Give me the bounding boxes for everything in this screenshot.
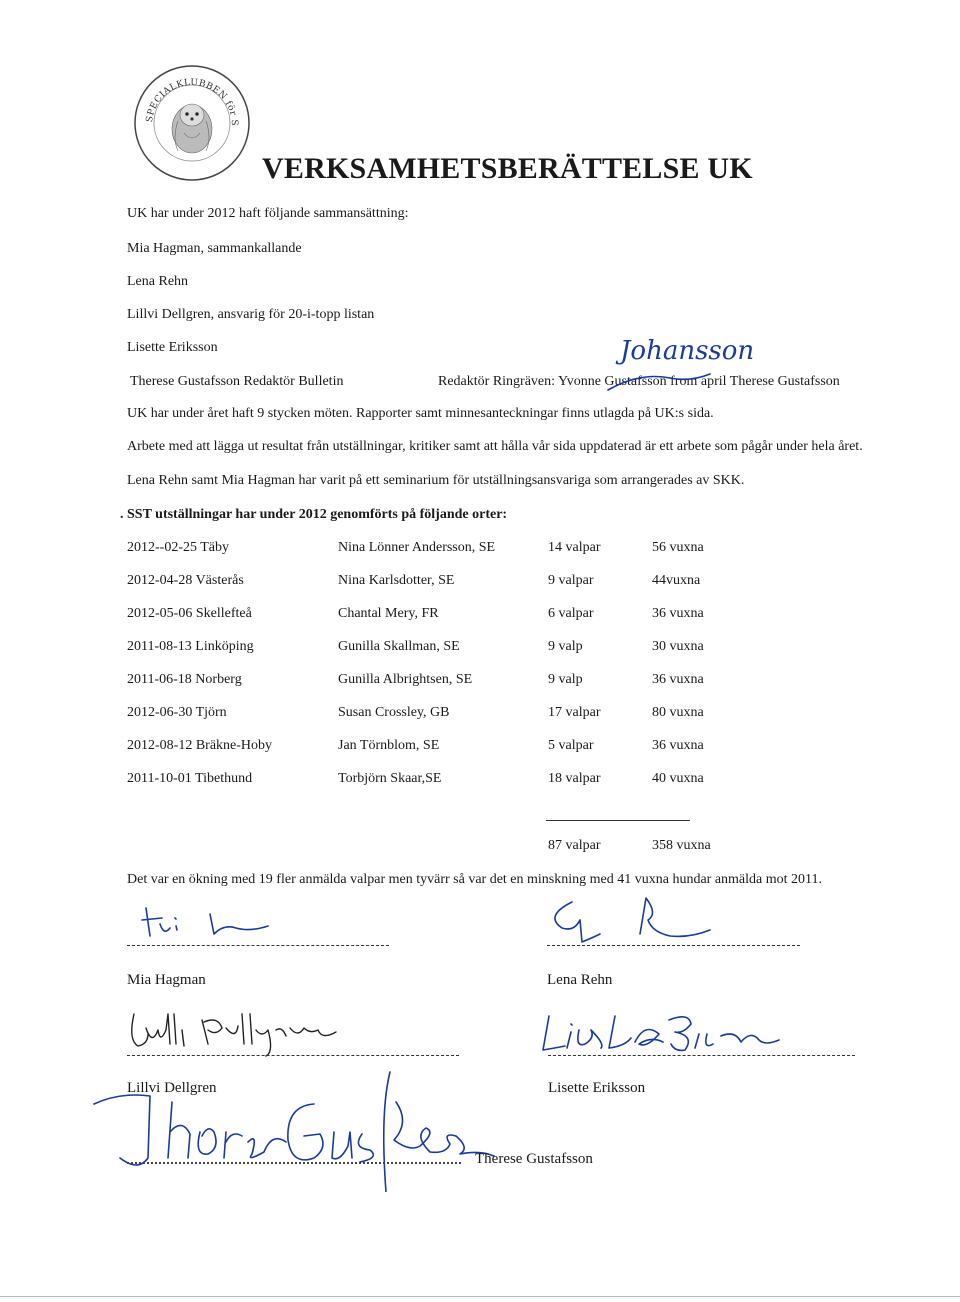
- cell-adults: 44vuxna: [652, 573, 701, 588]
- signatory-name: Therese Gustafsson: [475, 1151, 593, 1167]
- cell-adults: 30 vuxna: [652, 639, 704, 654]
- seal-text: SPECIALKLUBBEN för S: [145, 77, 240, 127]
- cell-puppies: 9 valp: [548, 639, 583, 654]
- document-title: VERKSAMHETSBERÄTTELSE UK: [262, 152, 753, 185]
- cell-puppies: 14 valpar: [548, 540, 601, 555]
- cell-date-place: 2012-05-06 Skellefteå: [127, 606, 252, 621]
- cell-puppies: 9 valpar: [548, 573, 594, 588]
- cell-date-place: 2012--02-25 Täby: [127, 540, 229, 555]
- member-line: Lena Rehn: [127, 274, 189, 289]
- signatory-name: Mia Hagman: [127, 972, 206, 988]
- signature-line: [547, 945, 800, 946]
- cell-judge: Jan Törnblom, SE: [338, 738, 440, 753]
- cell-puppies: 6 valpar: [548, 606, 594, 621]
- signature-line: [548, 1055, 855, 1056]
- totals-rule: [546, 820, 690, 821]
- cell-adults: 36 vuxna: [652, 738, 704, 753]
- cell-judge: Nina Lönner Andersson, SE: [338, 540, 496, 555]
- signature-line: [127, 945, 389, 946]
- summary-text: Det var en ökning med 19 fler anmälda valpar men tyvärr så var det en minskning med 41 vuxna hundar anmälda mot 2011.: [127, 872, 823, 887]
- page-edge-rule: [0, 1296, 960, 1297]
- cell-date-place: 2011-10-01 Tibethund: [127, 771, 253, 786]
- cell-adults: 80 vuxna: [652, 705, 704, 720]
- signature-mia-hagman: [140, 898, 290, 948]
- ringraven-editor: Redaktör Ringräven: Yvonne Gustafsson from april Therese Gustafsson: [438, 374, 840, 389]
- signature-therese-gustafsson: [90, 1062, 510, 1192]
- signatory-name: Lillvi Dellgren: [127, 1080, 217, 1096]
- signature-line: [127, 1162, 461, 1164]
- cell-puppies: 17 valpar: [548, 705, 601, 720]
- member-line: Lisette Eriksson: [127, 340, 218, 355]
- cell-adults: 40 vuxna: [652, 771, 704, 786]
- shows-heading: . SST utställningar har under 2012 genomförts på följande orter:: [120, 507, 508, 522]
- cell-date-place: 2011-06-18 Norberg: [127, 672, 242, 687]
- handwritten-correction: Johansson: [620, 336, 755, 366]
- cell-date-place: 2012-08-12 Bräkne-Hoby: [127, 738, 273, 753]
- cell-judge: Gunilla Skallman, SE: [338, 639, 460, 654]
- paragraph: Lena Rehn samt Mia Hagman har varit på ett seminarium för utställningsansvariga som arrangerades av SKK.: [127, 473, 745, 488]
- paragraph: Arbete med att lägga ut resultat från utställningar, kritiker samt att hålla vår sida uppdaterad är ett arbete som pågår under hela året.: [127, 439, 863, 454]
- signatory-name: Lena Rehn: [547, 972, 613, 988]
- club-seal: [132, 63, 252, 183]
- total-adults: 358 vuxna: [652, 838, 711, 853]
- signature-lisette-eriksson: [535, 1006, 795, 1062]
- cell-date-place: 2011-08-13 Linköping: [127, 639, 254, 654]
- total-puppies: 87 valpar: [548, 838, 601, 853]
- strikethrough-mark: [600, 368, 720, 398]
- cell-puppies: 18 valpar: [548, 771, 601, 786]
- signatory-name: Lisette Eriksson: [548, 1080, 646, 1096]
- cell-adults: 36 vuxna: [652, 672, 704, 687]
- signature-line: [127, 1055, 459, 1056]
- member-line: Mia Hagman, sammankallande: [127, 241, 302, 256]
- cell-judge: Chantal Mery, FR: [338, 606, 439, 621]
- cell-puppies: 5 valpar: [548, 738, 594, 753]
- paragraph: UK har under året haft 9 stycken möten. Rapporter samt minnesanteckningar finns utlagda på UK:s sida.: [127, 406, 714, 421]
- cell-judge: Nina Karlsdotter, SE: [338, 573, 455, 588]
- intro-text: UK har under 2012 haft följande sammansättning:: [127, 206, 409, 221]
- cell-judge: Susan Crossley, GB: [338, 705, 450, 720]
- cell-date-place: 2012-04-28 Västerås: [127, 573, 244, 588]
- member-line: Lillvi Dellgren, ansvarig för 20-i-topp listan: [127, 307, 375, 322]
- cell-judge: Torbjörn Skaar,SE: [338, 771, 442, 786]
- signature-lillvi-dellgren: [126, 1000, 356, 1060]
- signature-lena-rehn: [540, 894, 720, 950]
- cell-puppies: 9 valp: [548, 672, 583, 687]
- cell-date-place: 2012-06-30 Tjörn: [127, 705, 227, 720]
- cell-adults: 56 vuxna: [652, 540, 704, 555]
- bulletin-editor: Therese Gustafsson Redaktör Bulletin: [130, 374, 344, 389]
- cell-adults: 36 vuxna: [652, 606, 704, 621]
- dog-emblem-icon: [172, 104, 212, 153]
- cell-judge: Gunilla Albrightsen, SE: [338, 672, 473, 687]
